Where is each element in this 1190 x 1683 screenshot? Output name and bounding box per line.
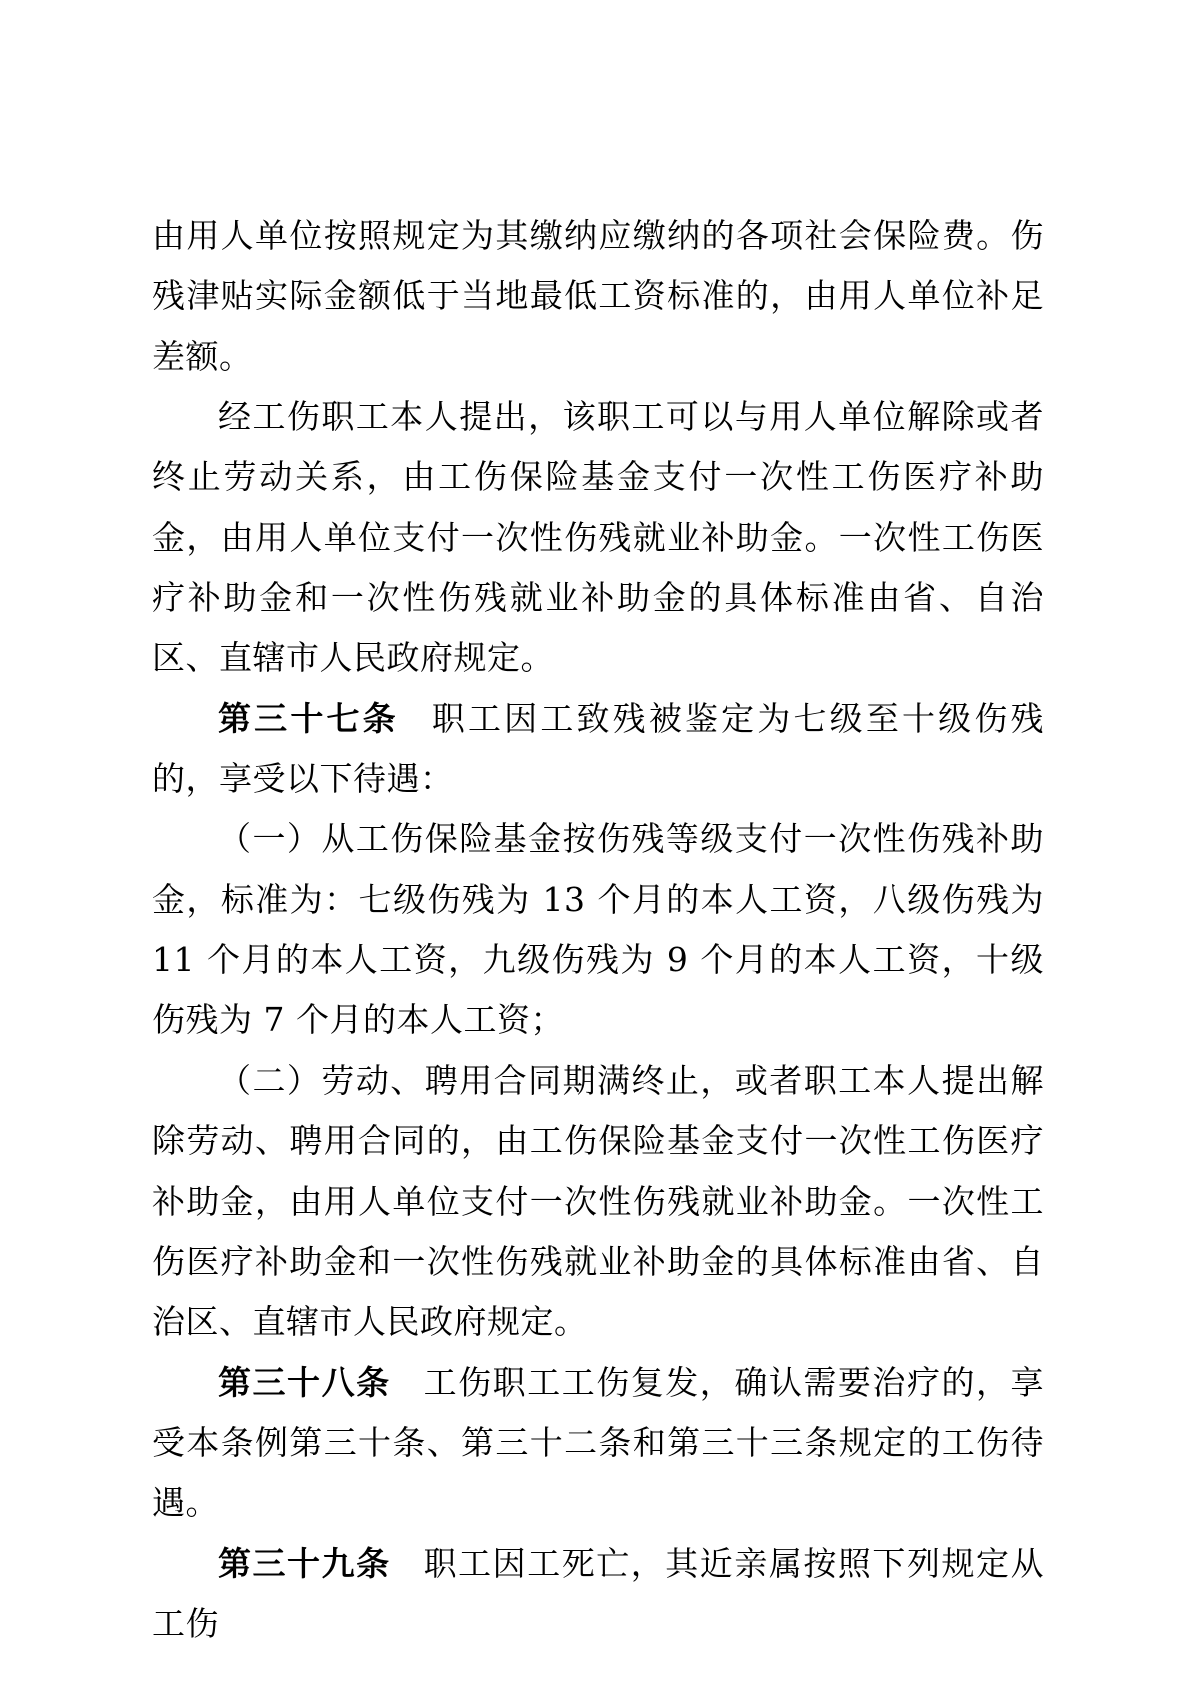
paragraph-text: 经工伤职工本人提出，该职工可以与用人单位解除或者终止劳动关系，由工伤保险基金支付一次性工伤医疗补助金，由用人单位支付一次性伤残就业补助金。一次性工伤医疗补助金和一次性伤残就业补助金的具体标准由省、自治区、直辖市人民政府规定。: [152, 397, 1044, 678]
article-number: 第三十八条: [218, 1363, 391, 1401]
paragraph: [152, 809, 1044, 1050]
paragraph-text: 由用人单位按照规定为其缴纳应缴纳的各项社会保险费。伤残津贴实际金额低于当地最低工资标准的，由用人单位补足差额。: [152, 216, 1044, 376]
paragraph-text: 工伤职工工伤复发，确认需要治疗的，享受本条例第三十条、第三十二条和第三十三条规定的工伤待遇。: [152, 1362, 1045, 1523]
paragraph: [152, 1353, 1044, 1534]
paragraph: [152, 387, 1044, 689]
paragraph-text: 职工因工死亡，其近亲属按照下列规定从工伤: [152, 1543, 1045, 1643]
paragraph-text: （一）从工伤保险基金按伤残等级支付一次性伤残补助金，标准为：七级伤残为 13 个月的本人工资，八级伤残为 11 个月的本人工资，九级伤残为 9 个月的本人工资，十级伤残为 7 个月的本人工资；: [152, 819, 1044, 1040]
paragraph: [152, 206, 1044, 387]
paragraph: [152, 1534, 1044, 1655]
document-body: [152, 206, 1044, 1654]
paragraph-text: （二）劳动、聘用合同期满终止，或者职工本人提出解除劳动、聘用合同的，由工伤保险基金支付一次性工伤医疗补助金，由用人单位支付一次性伤残就业补助金。一次性工伤医疗补助金和一次性伤残就业补助金的具体标准由省、自治区、直辖市人民政府规定。: [152, 1060, 1044, 1342]
article-number: 第三十九条: [218, 1544, 391, 1582]
paragraph-text: 职工因工致残被鉴定为七级至十级伤残的，享受以下待遇：: [152, 698, 1045, 799]
article-number: 第三十七条: [218, 699, 399, 737]
paragraph: [152, 1051, 1044, 1353]
paragraph: [152, 689, 1044, 810]
